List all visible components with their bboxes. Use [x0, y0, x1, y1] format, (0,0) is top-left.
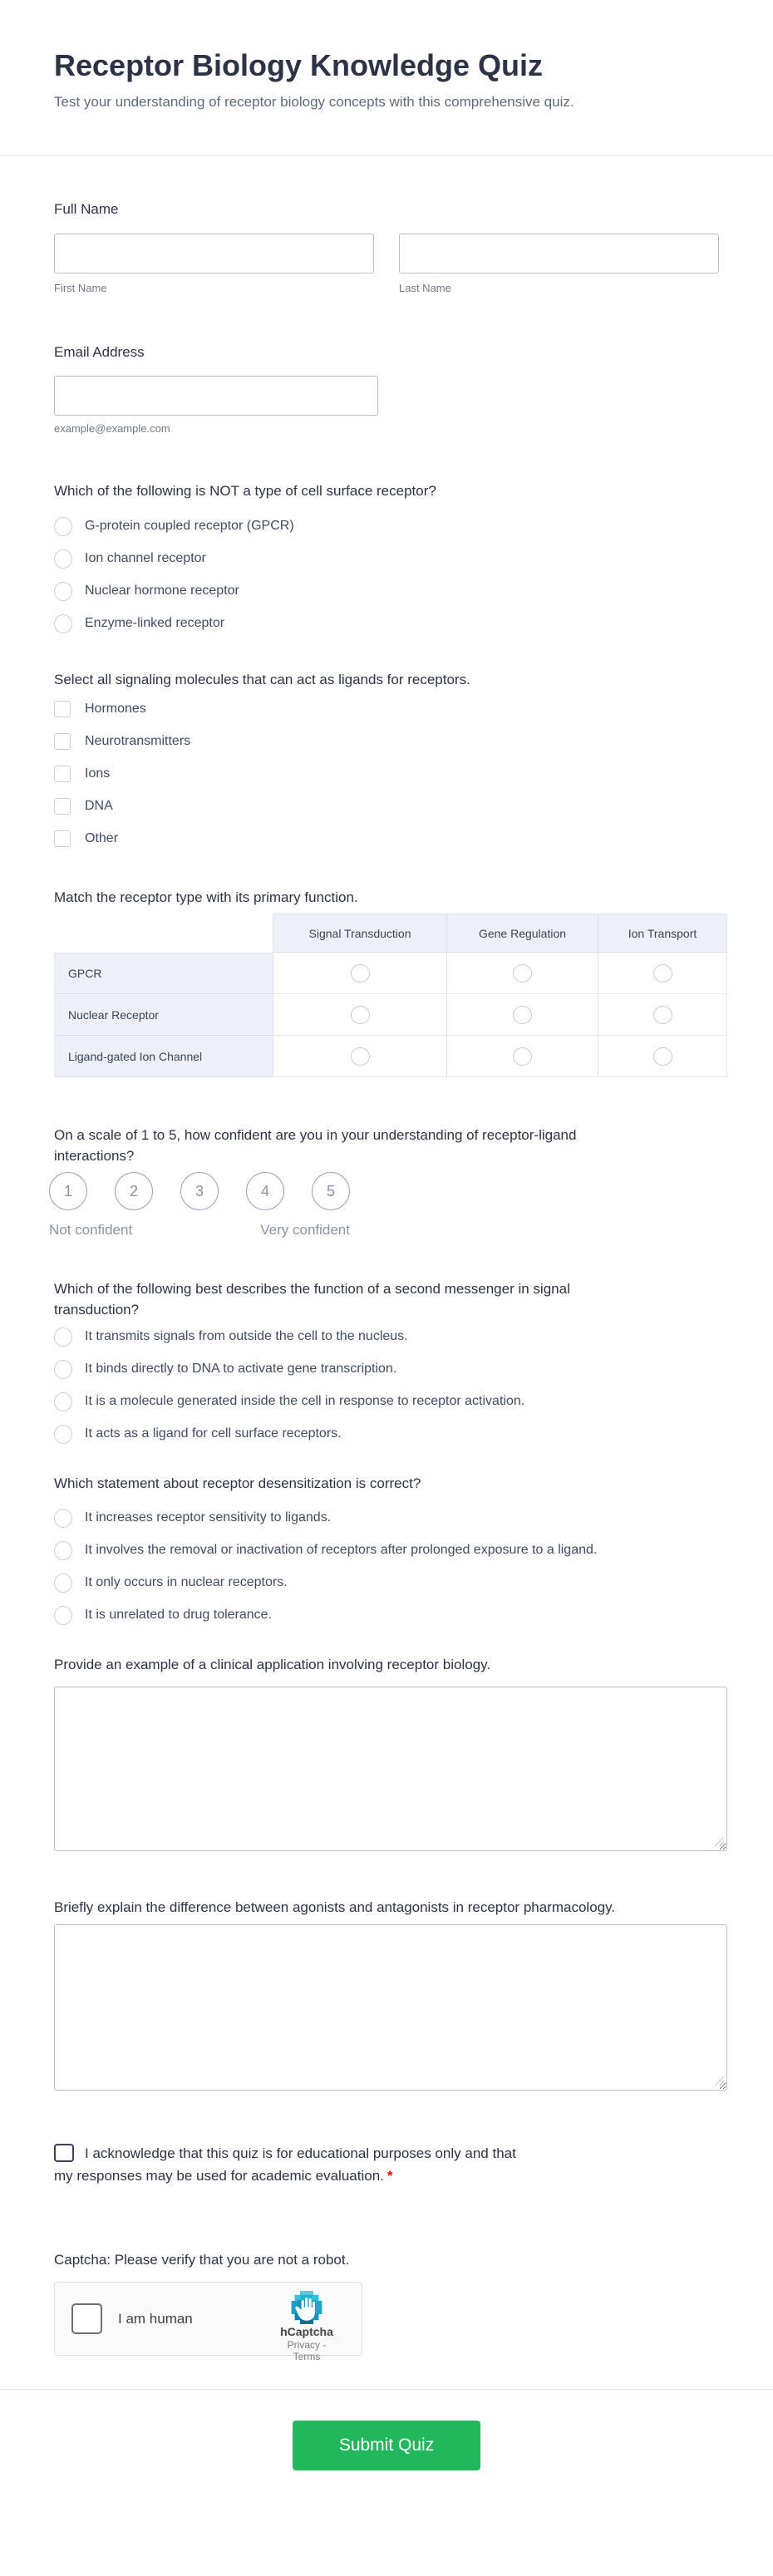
- radio-icon[interactable]: [513, 1006, 532, 1024]
- scale-option-2[interactable]: 2: [115, 1172, 153, 1210]
- radio-icon[interactable]: [351, 1006, 370, 1024]
- matrix-radio-cell[interactable]: [598, 1036, 727, 1077]
- scale-option-5[interactable]: 5: [312, 1172, 350, 1210]
- last-name-input[interactable]: [399, 234, 719, 273]
- clinical-application-textarea[interactable]: [54, 1687, 727, 1851]
- radio-icon[interactable]: [653, 964, 672, 983]
- radio-option-label: It binds directly to DNA to activate gene transcription.: [85, 1362, 397, 1376]
- checkbox-option[interactable]: [54, 796, 719, 816]
- scale-max-label: Very confident: [260, 1222, 350, 1238]
- captcha-label: Captcha: Please verify that you are not a robot.: [54, 2252, 350, 2268]
- scale-option-4[interactable]: 4: [246, 1172, 284, 1210]
- radio-icon[interactable]: [54, 614, 72, 633]
- matrix-row-header: GPCR: [54, 953, 273, 994]
- radio-option-label: Ion channel receptor: [85, 551, 206, 565]
- radio-option-label: It involves the removal or inactivation of receptors after prolonged exposure to a ligand.: [85, 1543, 598, 1557]
- radio-option-label: It only occurs in nuclear receptors.: [85, 1575, 288, 1589]
- desensitization-options: [54, 1508, 719, 1625]
- question-surface-receptor-label: Which of the following is NOT a type of cell surface receptor?: [54, 483, 436, 499]
- checkbox-icon[interactable]: [54, 830, 71, 847]
- checkbox-option[interactable]: [54, 699, 719, 719]
- scale-endpoint-labels: [49, 1221, 350, 1239]
- radio-option-label: It acts as a ligand for cell surface receptors.: [85, 1426, 342, 1441]
- checkbox-option-label: Neurotransmitters: [85, 734, 191, 748]
- matrix-radio-cell[interactable]: [273, 1036, 446, 1077]
- acknowledgment-text-line1: I acknowledge that this quiz is for educational purposes only and that: [85, 2145, 516, 2161]
- matrix-radio-cell[interactable]: [446, 994, 598, 1036]
- checkbox-icon[interactable]: [54, 766, 71, 782]
- matrix-row-header: Nuclear Receptor: [54, 994, 273, 1036]
- radio-icon[interactable]: [54, 1360, 72, 1379]
- hcaptcha-checkbox-label: I am human: [118, 2310, 193, 2327]
- checkbox-option[interactable]: [54, 764, 719, 784]
- radio-option-label: Nuclear hormone receptor: [85, 584, 239, 598]
- matrix-radio-cell[interactable]: [598, 953, 727, 994]
- email-sublabel: example@example.com: [54, 422, 170, 435]
- agonists-antagonists-textarea[interactable]: [54, 1924, 727, 2091]
- checkbox-icon[interactable]: [54, 733, 71, 750]
- first-name-sublabel: First Name: [54, 282, 107, 294]
- checkbox-option-label: Ions: [85, 766, 111, 781]
- matrix-radio-cell[interactable]: [446, 1036, 598, 1077]
- question-desensitization-label: Which statement about receptor desensitization is correct?: [54, 1475, 421, 1491]
- second-messenger-options: [54, 1327, 719, 1444]
- matrix-column-header: Ion Transport: [598, 914, 727, 953]
- radio-option[interactable]: [54, 549, 719, 569]
- radio-icon[interactable]: [54, 1392, 72, 1411]
- full-name-label: Full Name: [54, 201, 119, 217]
- question-scale-label: On a scale of 1 to 5, how confident are you in your understanding of receptor-ligand interactions?: [54, 1127, 577, 1164]
- radio-icon[interactable]: [513, 964, 532, 983]
- checkbox-option[interactable]: [54, 731, 719, 751]
- radio-option[interactable]: [54, 1391, 719, 1411]
- radio-icon[interactable]: [54, 1606, 72, 1625]
- acknowledgment-text-line2: my responses may be used for academic evaluation. *: [54, 2168, 393, 2184]
- radio-icon[interactable]: [351, 1047, 370, 1066]
- radio-icon[interactable]: [54, 517, 72, 536]
- radio-option[interactable]: [54, 1573, 719, 1593]
- question-clinical-label: Provide an example of a clinical application involving receptor biology.: [54, 1657, 491, 1672]
- radio-option[interactable]: [54, 581, 719, 601]
- matrix-table: [54, 914, 727, 1077]
- email-label: Email Address: [54, 344, 145, 360]
- radio-icon[interactable]: [513, 1047, 532, 1066]
- question-matrix-label: Match the receptor type with its primary function.: [54, 889, 358, 905]
- scale-min-label: Not confident: [49, 1222, 133, 1238]
- checkbox-icon[interactable]: [54, 798, 71, 815]
- email-input[interactable]: [54, 376, 378, 416]
- surface-receptor-options: [54, 516, 719, 633]
- page-subtitle: Test your understanding of receptor biology concepts with this comprehensive quiz.: [54, 94, 574, 110]
- radio-option-label: Enzyme-linked receptor: [85, 616, 225, 630]
- hcaptcha-widget: [54, 2282, 362, 2362]
- radio-option[interactable]: [54, 516, 719, 536]
- radio-icon[interactable]: [54, 1327, 72, 1347]
- checkbox-icon[interactable]: [54, 701, 71, 717]
- radio-option[interactable]: [54, 1359, 719, 1379]
- radio-option[interactable]: [54, 1605, 719, 1625]
- matrix-column-header: Gene Regulation: [446, 914, 598, 953]
- radio-icon[interactable]: [54, 549, 72, 569]
- submit-quiz-button[interactable]: Submit Quiz: [293, 2421, 480, 2470]
- question-second-messenger-label: Which of the following best describes the function of a second messenger in signal transduction?: [54, 1281, 570, 1318]
- hcaptcha-brand-block: [273, 2291, 340, 2362]
- matrix-corner-cell: [54, 914, 273, 953]
- radio-icon[interactable]: [653, 1047, 672, 1066]
- radio-option[interactable]: [54, 1424, 719, 1444]
- checkbox-option[interactable]: [54, 829, 719, 849]
- matrix-row-header: Ligand-gated Ion Channel: [54, 1036, 273, 1077]
- radio-icon[interactable]: [54, 1425, 72, 1444]
- radio-option-label: It increases receptor sensitivity to ligands.: [85, 1510, 332, 1524]
- checkbox-option-label: Hormones: [85, 702, 146, 716]
- matrix-radio-cell[interactable]: [273, 953, 446, 994]
- hcaptcha-checkbox[interactable]: [71, 2303, 102, 2334]
- radio-option[interactable]: [54, 1540, 719, 1560]
- scale-option-3[interactable]: 3: [180, 1172, 219, 1210]
- radio-icon[interactable]: [54, 1541, 72, 1560]
- matrix-column-header: Signal Transduction: [273, 914, 446, 953]
- radio-icon[interactable]: [653, 1006, 672, 1024]
- hcaptcha-brand-name: hCaptcha: [280, 2325, 333, 2338]
- acknowledgment-checkbox[interactable]: [54, 2144, 74, 2162]
- scale-option-1[interactable]: 1: [49, 1172, 87, 1210]
- matrix-radio-cell[interactable]: [273, 994, 446, 1036]
- first-name-input[interactable]: [54, 234, 374, 273]
- radio-option-label: It is unrelated to drug tolerance.: [85, 1608, 273, 1622]
- radio-icon[interactable]: [54, 1509, 72, 1528]
- scale-options: [49, 1172, 719, 1210]
- ligands-options: [54, 699, 719, 849]
- question-ligands-label: Select all signaling molecules that can act as ligands for receptors.: [54, 672, 470, 687]
- radio-option-label: It transmits signals from outside the cell to the nucleus.: [85, 1329, 408, 1343]
- radio-icon[interactable]: [54, 1574, 72, 1593]
- hcaptcha-privacy-terms-links[interactable]: Privacy - Terms: [287, 2339, 327, 2362]
- radio-option-label: G-protein coupled receptor (GPCR): [85, 519, 294, 533]
- radio-icon[interactable]: [351, 964, 370, 983]
- form-header: [0, 0, 773, 112]
- radio-option-label: It is a molecule generated inside the cell in response to receptor activation.: [85, 1394, 525, 1408]
- checkbox-option-label: Other: [85, 831, 119, 845]
- page-title: Receptor Biology Knowledge Quiz: [54, 48, 544, 82]
- matrix-radio-cell[interactable]: [446, 953, 598, 994]
- checkbox-option-label: DNA: [85, 799, 113, 813]
- divider: [0, 155, 773, 156]
- required-asterisk: *: [386, 2168, 393, 2184]
- radio-icon[interactable]: [54, 582, 72, 601]
- hcaptcha-logo-icon: [290, 2291, 323, 2324]
- acknowledgment-field: [54, 2142, 644, 2187]
- divider: [0, 2389, 773, 2390]
- matrix-radio-cell[interactable]: [598, 994, 727, 1036]
- question-agonists-label: Briefly explain the difference between agonists and antagonists in receptor pharmacology.: [54, 1899, 616, 1915]
- radio-option[interactable]: [54, 1508, 719, 1528]
- radio-option[interactable]: [54, 1327, 719, 1347]
- last-name-sublabel: Last Name: [399, 282, 451, 294]
- radio-option[interactable]: [54, 613, 719, 633]
